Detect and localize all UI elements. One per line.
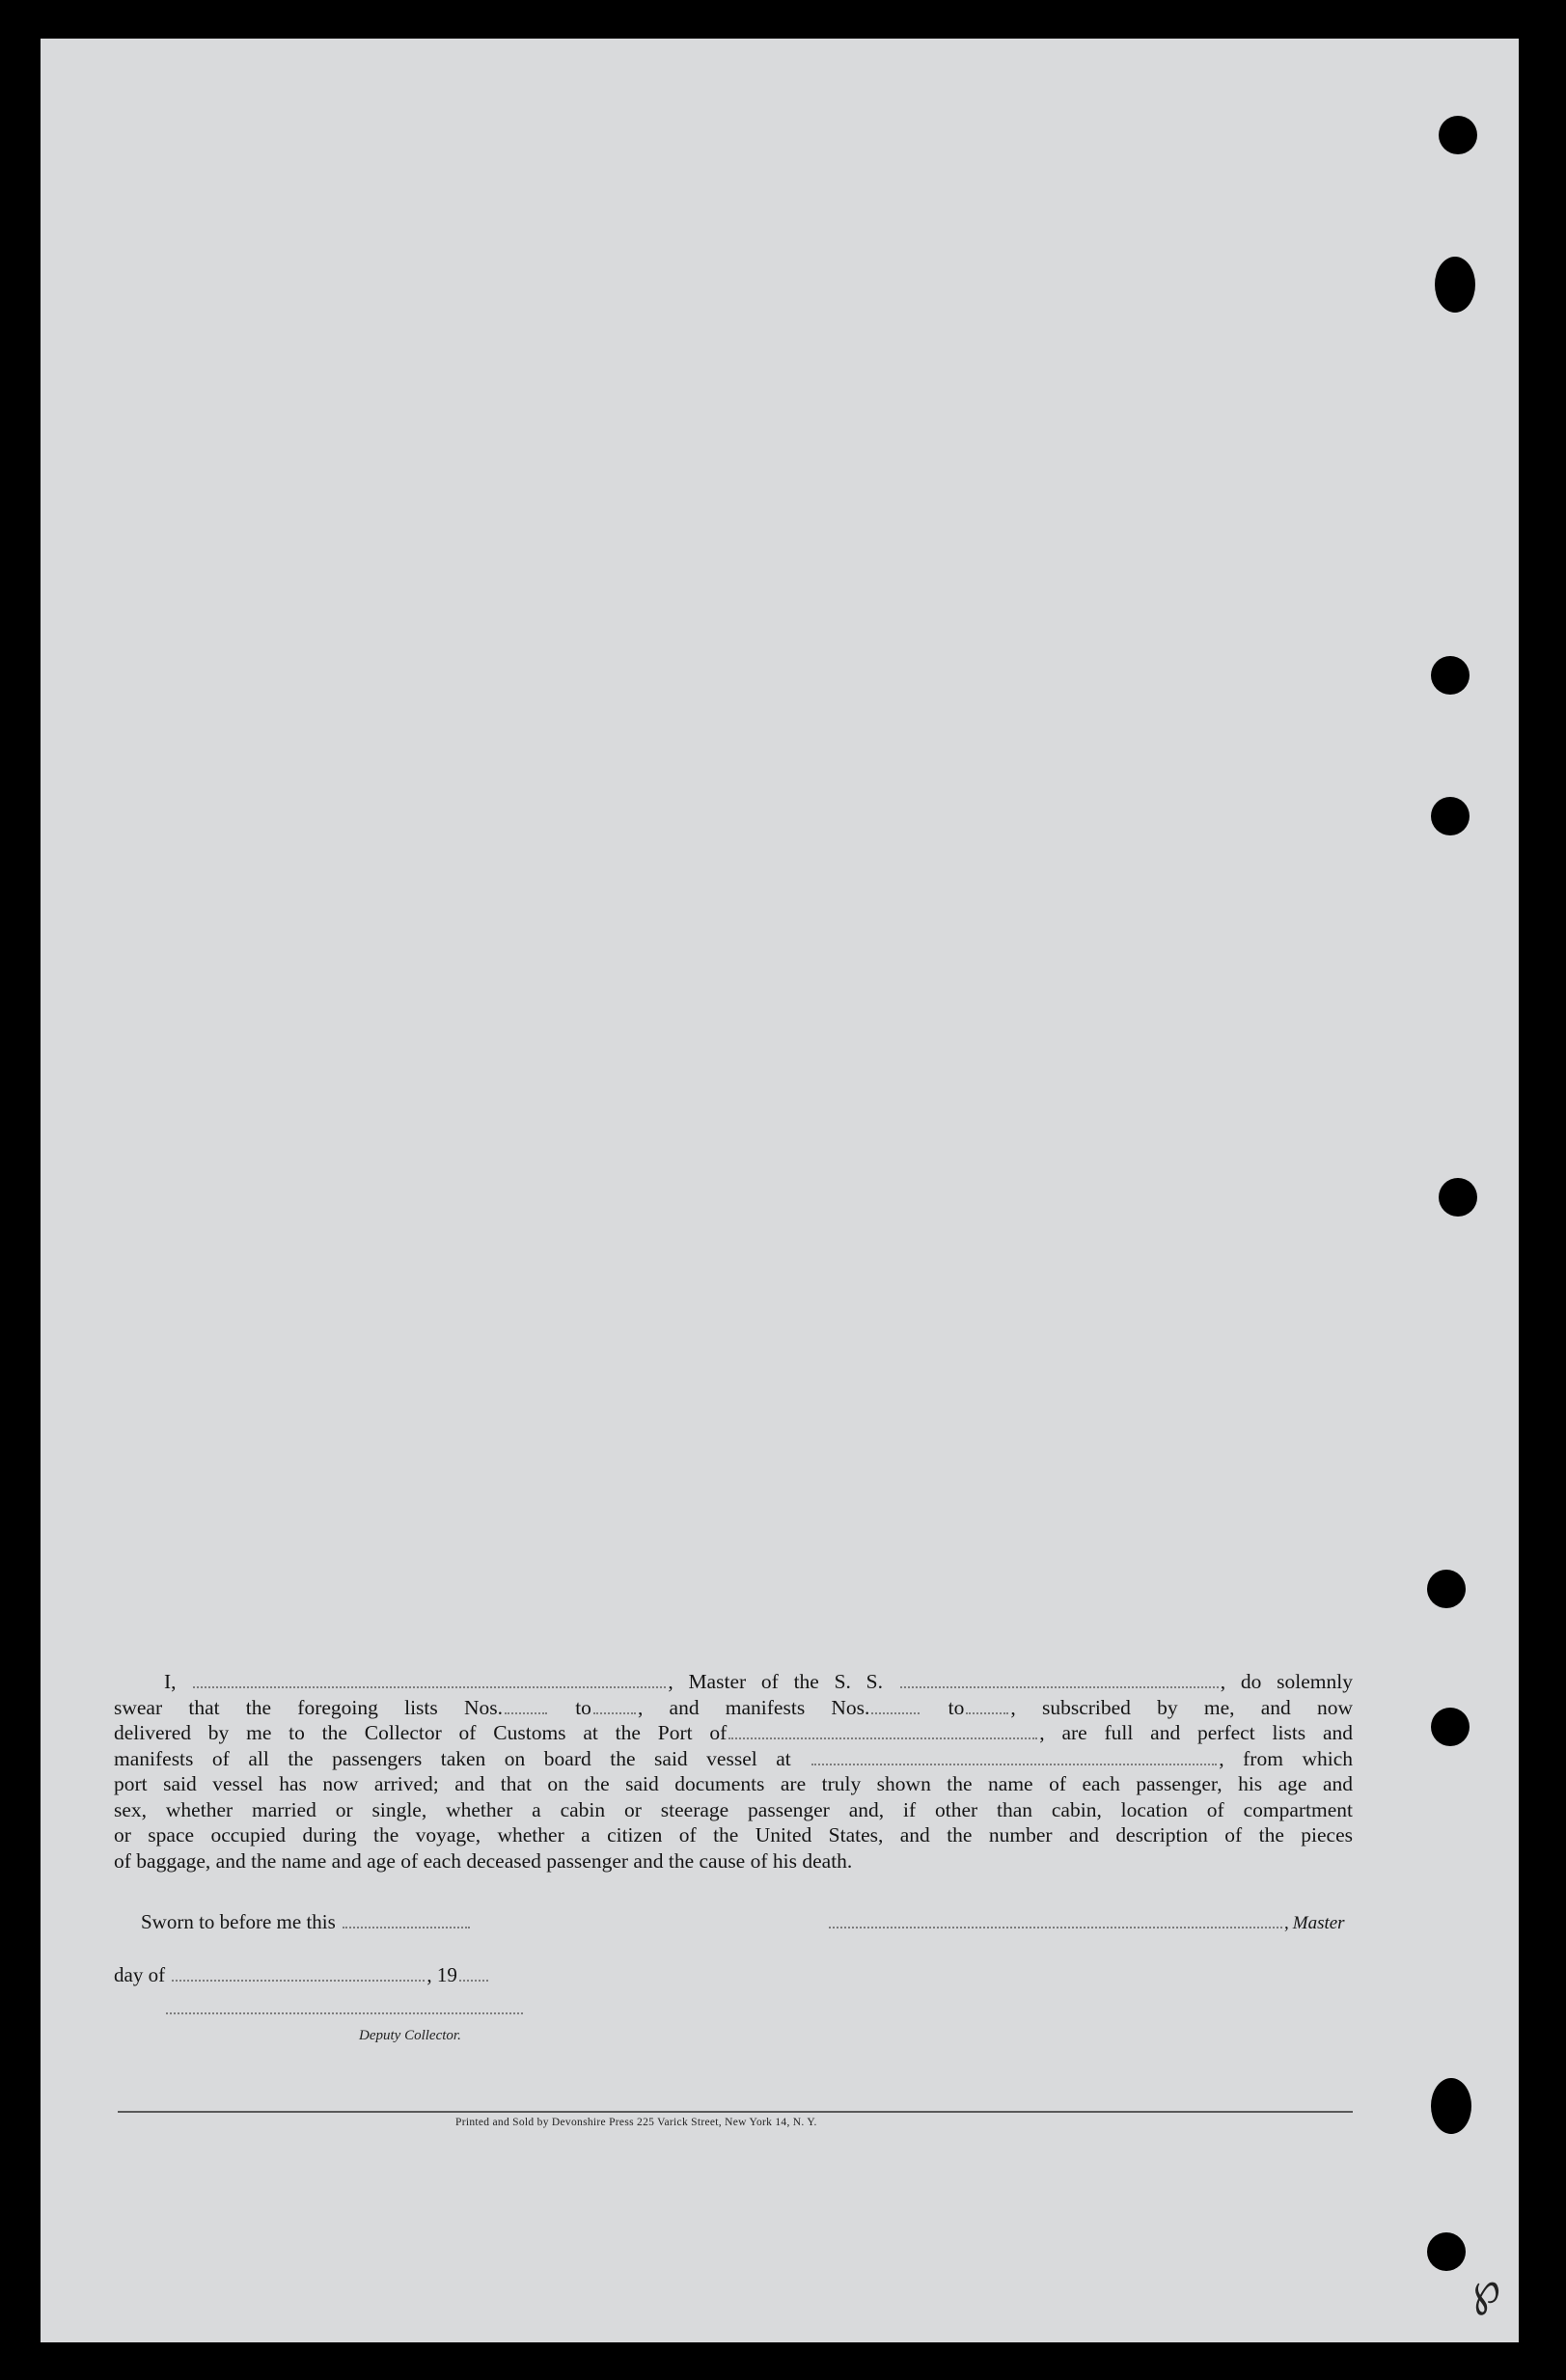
printer-imprint: Printed and Sold by Devonshire Press 225 Varick Street, New York 14, N. Y. [455,2117,817,2128]
oath-line [114,1746,1353,1772]
deputy-collector-label: Deputy Collector. [359,2028,461,2043]
port-field[interactable] [728,1720,1037,1739]
list-from-field[interactable] [505,1695,547,1714]
handwritten-mark: ℘ [1462,2258,1506,2318]
oath-text: , and manifests Nos. [637,1695,870,1719]
list-to-field[interactable] [593,1695,636,1714]
oath-text: manifests of all the passengers taken on board the said vessel at [114,1746,791,1770]
oath-text: delivered by me to the Collector of Customs at the Port of [114,1721,728,1744]
year-prefix: , 19 [426,1963,457,1986]
oath-text: to [575,1695,591,1719]
oath-text: I, [164,1670,177,1693]
master-oath-paragraph [114,1669,1353,1874]
master-name-field[interactable] [193,1669,666,1688]
oath-text: , subscribed by me, and now [1010,1695,1353,1719]
oath-line [114,1669,1353,1695]
ship-name-field[interactable] [900,1669,1219,1688]
sworn-label: Sworn to before me this [141,1910,336,1933]
sworn-day-field[interactable] [343,1909,470,1929]
binder-hole [1439,1178,1477,1217]
departure-port-field[interactable] [811,1746,1217,1765]
binder-hole [1427,2232,1466,2271]
day-of-label: day of [114,1963,166,1986]
binder-hole [1427,1570,1466,1608]
binder-hole [1431,2078,1471,2134]
oath-line [114,1720,1353,1746]
oath-line [114,1695,1353,1721]
binder-hole [1431,797,1470,835]
binder-hole [1439,116,1477,154]
binder-hole [1431,656,1470,695]
year-field[interactable] [459,1962,488,1982]
oath-text: , do solemnly [1220,1670,1353,1693]
master-signature-field[interactable] [829,1909,1282,1929]
footer-rule [118,2111,1353,2113]
oath-text: , Master of the S. S. [668,1670,884,1693]
sworn-line [141,1909,472,1934]
oath-line: sex, whether married or single, whether a cabin or steerage passenger and, if other than cabin, location of compartment [114,1797,1353,1821]
master-signature-line: , Master [827,1909,1345,1934]
document-page [41,39,1519,2342]
deputy-signature-field[interactable] [166,2012,523,2014]
oath-text: , are full and perfect lists and [1039,1721,1353,1744]
oath-text: , from which [1219,1746,1353,1770]
month-field[interactable] [172,1962,425,1982]
day-of-line [114,1962,490,1987]
oath-line: or space occupied during the voyage, whether a citizen of the United States, and the number and description of the pieces [114,1823,1353,1847]
binder-hole [1431,1708,1470,1746]
oath-line: of baggage, and the name and age of each deceased passenger and the cause of his death. [114,1848,853,1873]
master-label: Master [1292,1913,1345,1933]
oath-line: port said vessel has now arrived; and that on the said documents are truly shown the name of each passenger, his age and [114,1772,1353,1795]
binder-hole [1435,257,1475,313]
manifest-to-field[interactable] [966,1695,1008,1714]
manifest-from-field[interactable] [871,1695,920,1714]
oath-text: swear that the foregoing lists Nos. [114,1695,503,1719]
oath-text: to [948,1695,965,1719]
